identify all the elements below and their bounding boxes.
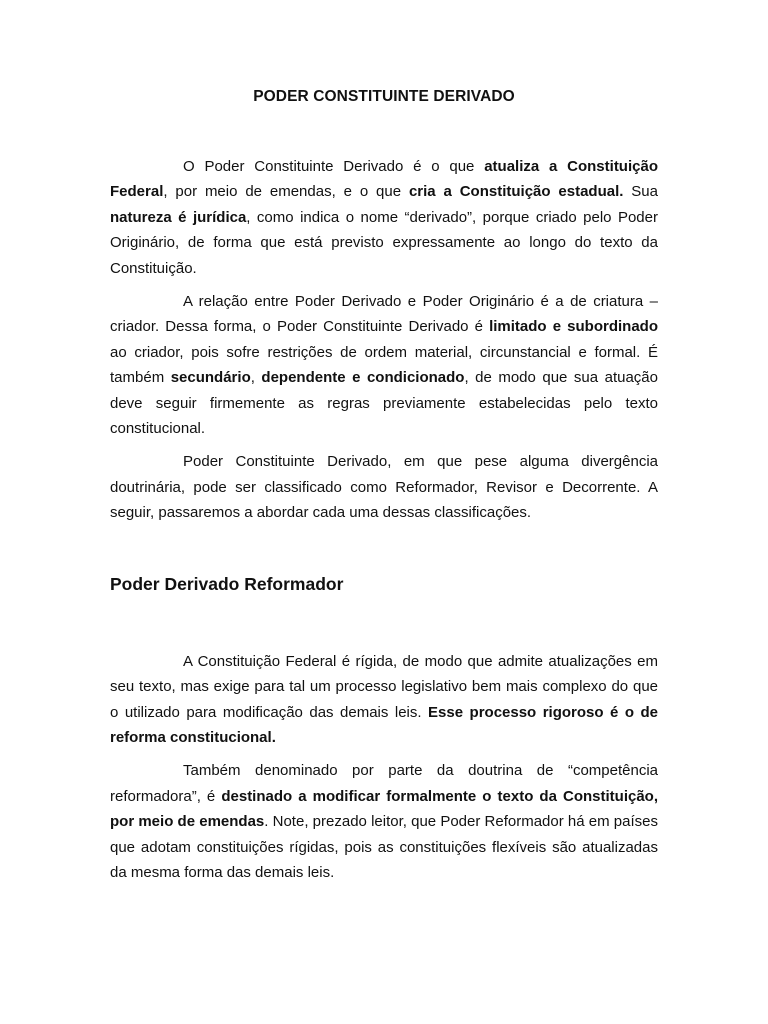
text-run: , de modo que sua atuação deve seguir firmemente as regras previamente estabelecidas pelo texto constitucional.	[110, 369, 658, 438]
text-run: Também denominado por parte da doutrina de “competência reformadora”, é	[110, 762, 658, 805]
paragraph-5	[110, 758, 658, 885]
bold-text-run: limitado e subordinado	[489, 318, 658, 336]
text-run: A relação entre Poder Derivado e Poder Originário é a de criatura – criador. Dessa forma, o Poder Constituinte Derivado é	[110, 293, 658, 336]
bold-text-run: atualiza a Constituição Federal	[110, 158, 658, 201]
text-run: ,	[250, 369, 262, 387]
text-run: ao criador, pois sofre restrições de ordem material, circunstancial e formal. É também	[110, 343, 658, 387]
text-run: O Poder Constituinte Derivado é o que	[183, 158, 485, 175]
paragraph-2	[110, 289, 658, 441]
text-run: , por meio de emendas, e o que	[163, 183, 409, 201]
bold-text-run: natureza é jurídica	[110, 208, 247, 226]
paragraph-3	[110, 449, 658, 525]
paragraph-1	[110, 154, 658, 281]
paragraph-4	[110, 649, 658, 751]
document-page	[110, 0, 658, 885]
text-run: . Note, prezado leitor, que Poder Reformador há em países que adotam constituições rígidas, pois as constituições flexíveis são atualizadas da mesma forma das demais leis.	[110, 813, 658, 881]
text-run: A Constituição Federal é rígida, de modo que admite atualizações em seu texto, mas exige para tal um processo legislativo bem mais complexo do que o utilizado para modificação das demais leis.	[110, 652, 658, 721]
section-heading: Poder Derivado Reformador	[110, 573, 344, 594]
bold-text-run: cria a Constituição estadual.	[408, 183, 624, 201]
bold-text-run: destinado a modificar formalmente o texto da Constituição, por meio de emendas	[110, 787, 659, 831]
text-run: Sua	[623, 183, 658, 201]
document-title: PODER CONSTITUINTE DERIVADO	[253, 88, 515, 105]
bold-text-run: dependente e condicionado	[261, 369, 465, 387]
bold-text-run: secundário	[170, 369, 251, 387]
text-run: , como indica o nome “derivado”, porque criado pelo Poder Originário, de forma que está previsto expressamente ao longo do texto da Constituição.	[110, 208, 658, 277]
text-run: Poder Constituinte Derivado, em que pese alguma divergência doutrinária, pode ser classificado como Reformador, Revisor e Decorrente. A seguir, passaremos a abordar cada uma dessas classificações.	[110, 453, 658, 522]
bold-text-run: Esse processo rigoroso é o de reforma constitucional.	[110, 703, 658, 746]
